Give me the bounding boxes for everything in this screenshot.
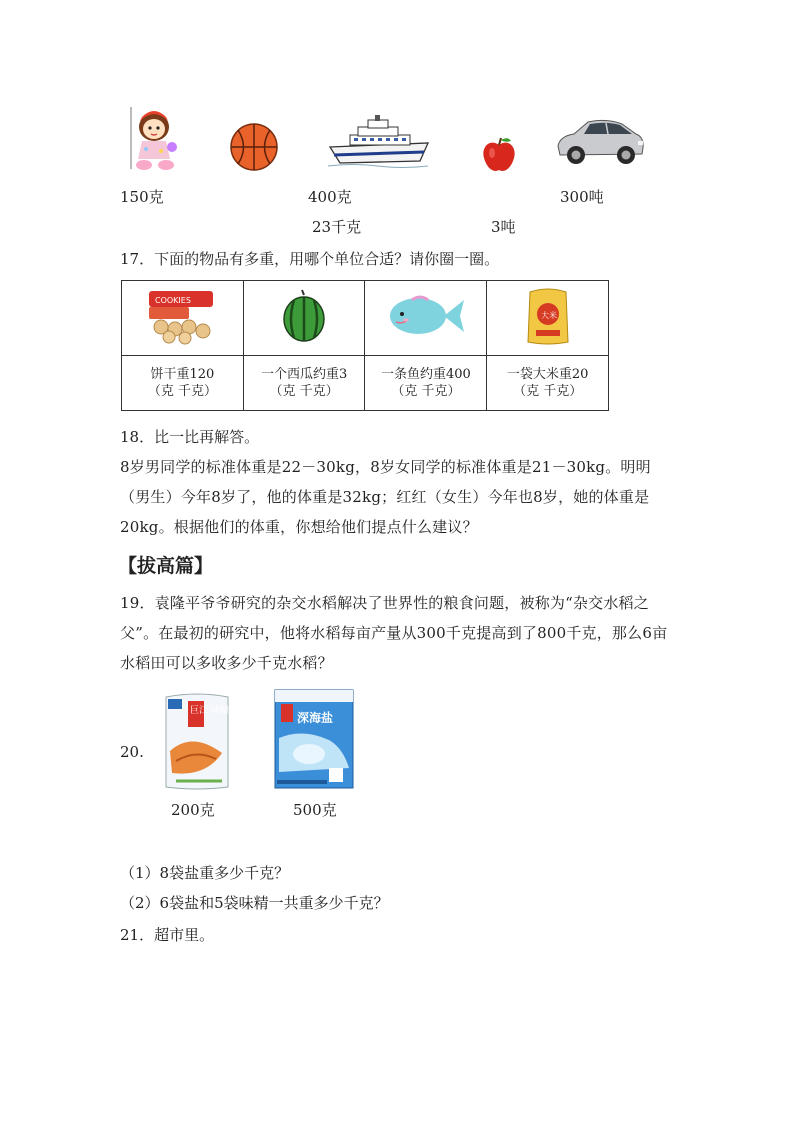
- q20-number: 20.: [120, 743, 144, 761]
- q17-fish-text: [365, 356, 487, 411]
- msg-pack-text: 巨江 味精: [190, 706, 229, 716]
- q21-title: 21．超市里。: [120, 926, 215, 944]
- q17-rice-text: [487, 356, 609, 411]
- q17-table: [121, 280, 609, 411]
- q17-cell-fish: [365, 281, 487, 356]
- section-heading: 【拔高篇】: [118, 555, 214, 577]
- q20-sub1: （1）8袋盐重多少千克？: [120, 864, 290, 882]
- q18-body: 8岁男同学的标准体重是22－30kg，8岁女同学的标准体重是21－30kg。明明（男生）今年8岁了，他的体重是32kg；红红（女生）今年也8岁，她的体重是20kg。根据他们的体重，你想给他们提点什么建议？: [120, 458, 651, 536]
- q17-cell-cookies: [122, 281, 244, 356]
- q19-body: 19．袁隆平爷爷研究的杂交水稻解决了世界性的粮食问题，被称为“杂交水稻之父”。在最初的研究中，他将水稻每亩产量从300千克提高到了800千克，那么6亩水稻田可以多收多少千克水稻？: [120, 594, 668, 672]
- rice-bag-image: [526, 286, 570, 346]
- q17-title: 17．下面的物品有多重，用哪个单位合适？请你圈一圈。: [120, 250, 500, 268]
- salt-weight-label: 500克: [293, 801, 337, 819]
- cookies-image: [147, 287, 217, 345]
- q17-cookies-units[interactable]: （克 千克）: [147, 384, 217, 399]
- doll-image: [128, 103, 180, 175]
- q17-cell-watermelon: [243, 281, 365, 356]
- msg-weight-label: 200克: [171, 801, 215, 819]
- q17-watermelon-line1: 一个西瓜约重3: [260, 367, 348, 382]
- apple-image: [481, 136, 517, 174]
- rice-brand-text: 大米: [540, 311, 557, 320]
- q17-fish-units[interactable]: （克 千克）: [391, 384, 461, 399]
- q17-cookies-text: [122, 356, 244, 411]
- q17-watermelon-text: [243, 356, 365, 411]
- msg-bag-image: [162, 691, 232, 791]
- q17-fish-line1: 一条鱼约重400: [380, 367, 471, 382]
- car-image: [554, 112, 646, 168]
- cookie-brand-text: COOKIES: [155, 296, 192, 305]
- q18-title: 18．比一比再解答。: [120, 428, 260, 446]
- q17-cookies-line1: 饼干重120: [150, 367, 215, 382]
- weight-option-400g: 400克: [308, 188, 352, 206]
- q17-watermelon-units[interactable]: （克 千克）: [269, 384, 339, 399]
- salt-pack-text: 深海盐: [297, 711, 334, 725]
- weight-option-3t: 3吨: [491, 218, 516, 236]
- q17-cell-rice: [487, 281, 609, 356]
- watermelon-image: [280, 289, 328, 343]
- ship-image: [328, 113, 430, 168]
- q17-rice-line1: 一袋大米重20: [506, 367, 589, 382]
- basketball-image: [229, 122, 279, 172]
- fish-image: [386, 292, 466, 340]
- weight-option-300t: 300吨: [560, 188, 604, 206]
- salt-bag-image: [273, 688, 355, 790]
- weight-option-150g: 150克: [120, 188, 164, 206]
- weight-option-23kg: 23千克: [312, 218, 362, 236]
- q20-sub2: （2）6袋盐和5袋味精一共重多少千克？: [120, 894, 389, 912]
- q17-rice-units[interactable]: （克 千克）: [513, 384, 583, 399]
